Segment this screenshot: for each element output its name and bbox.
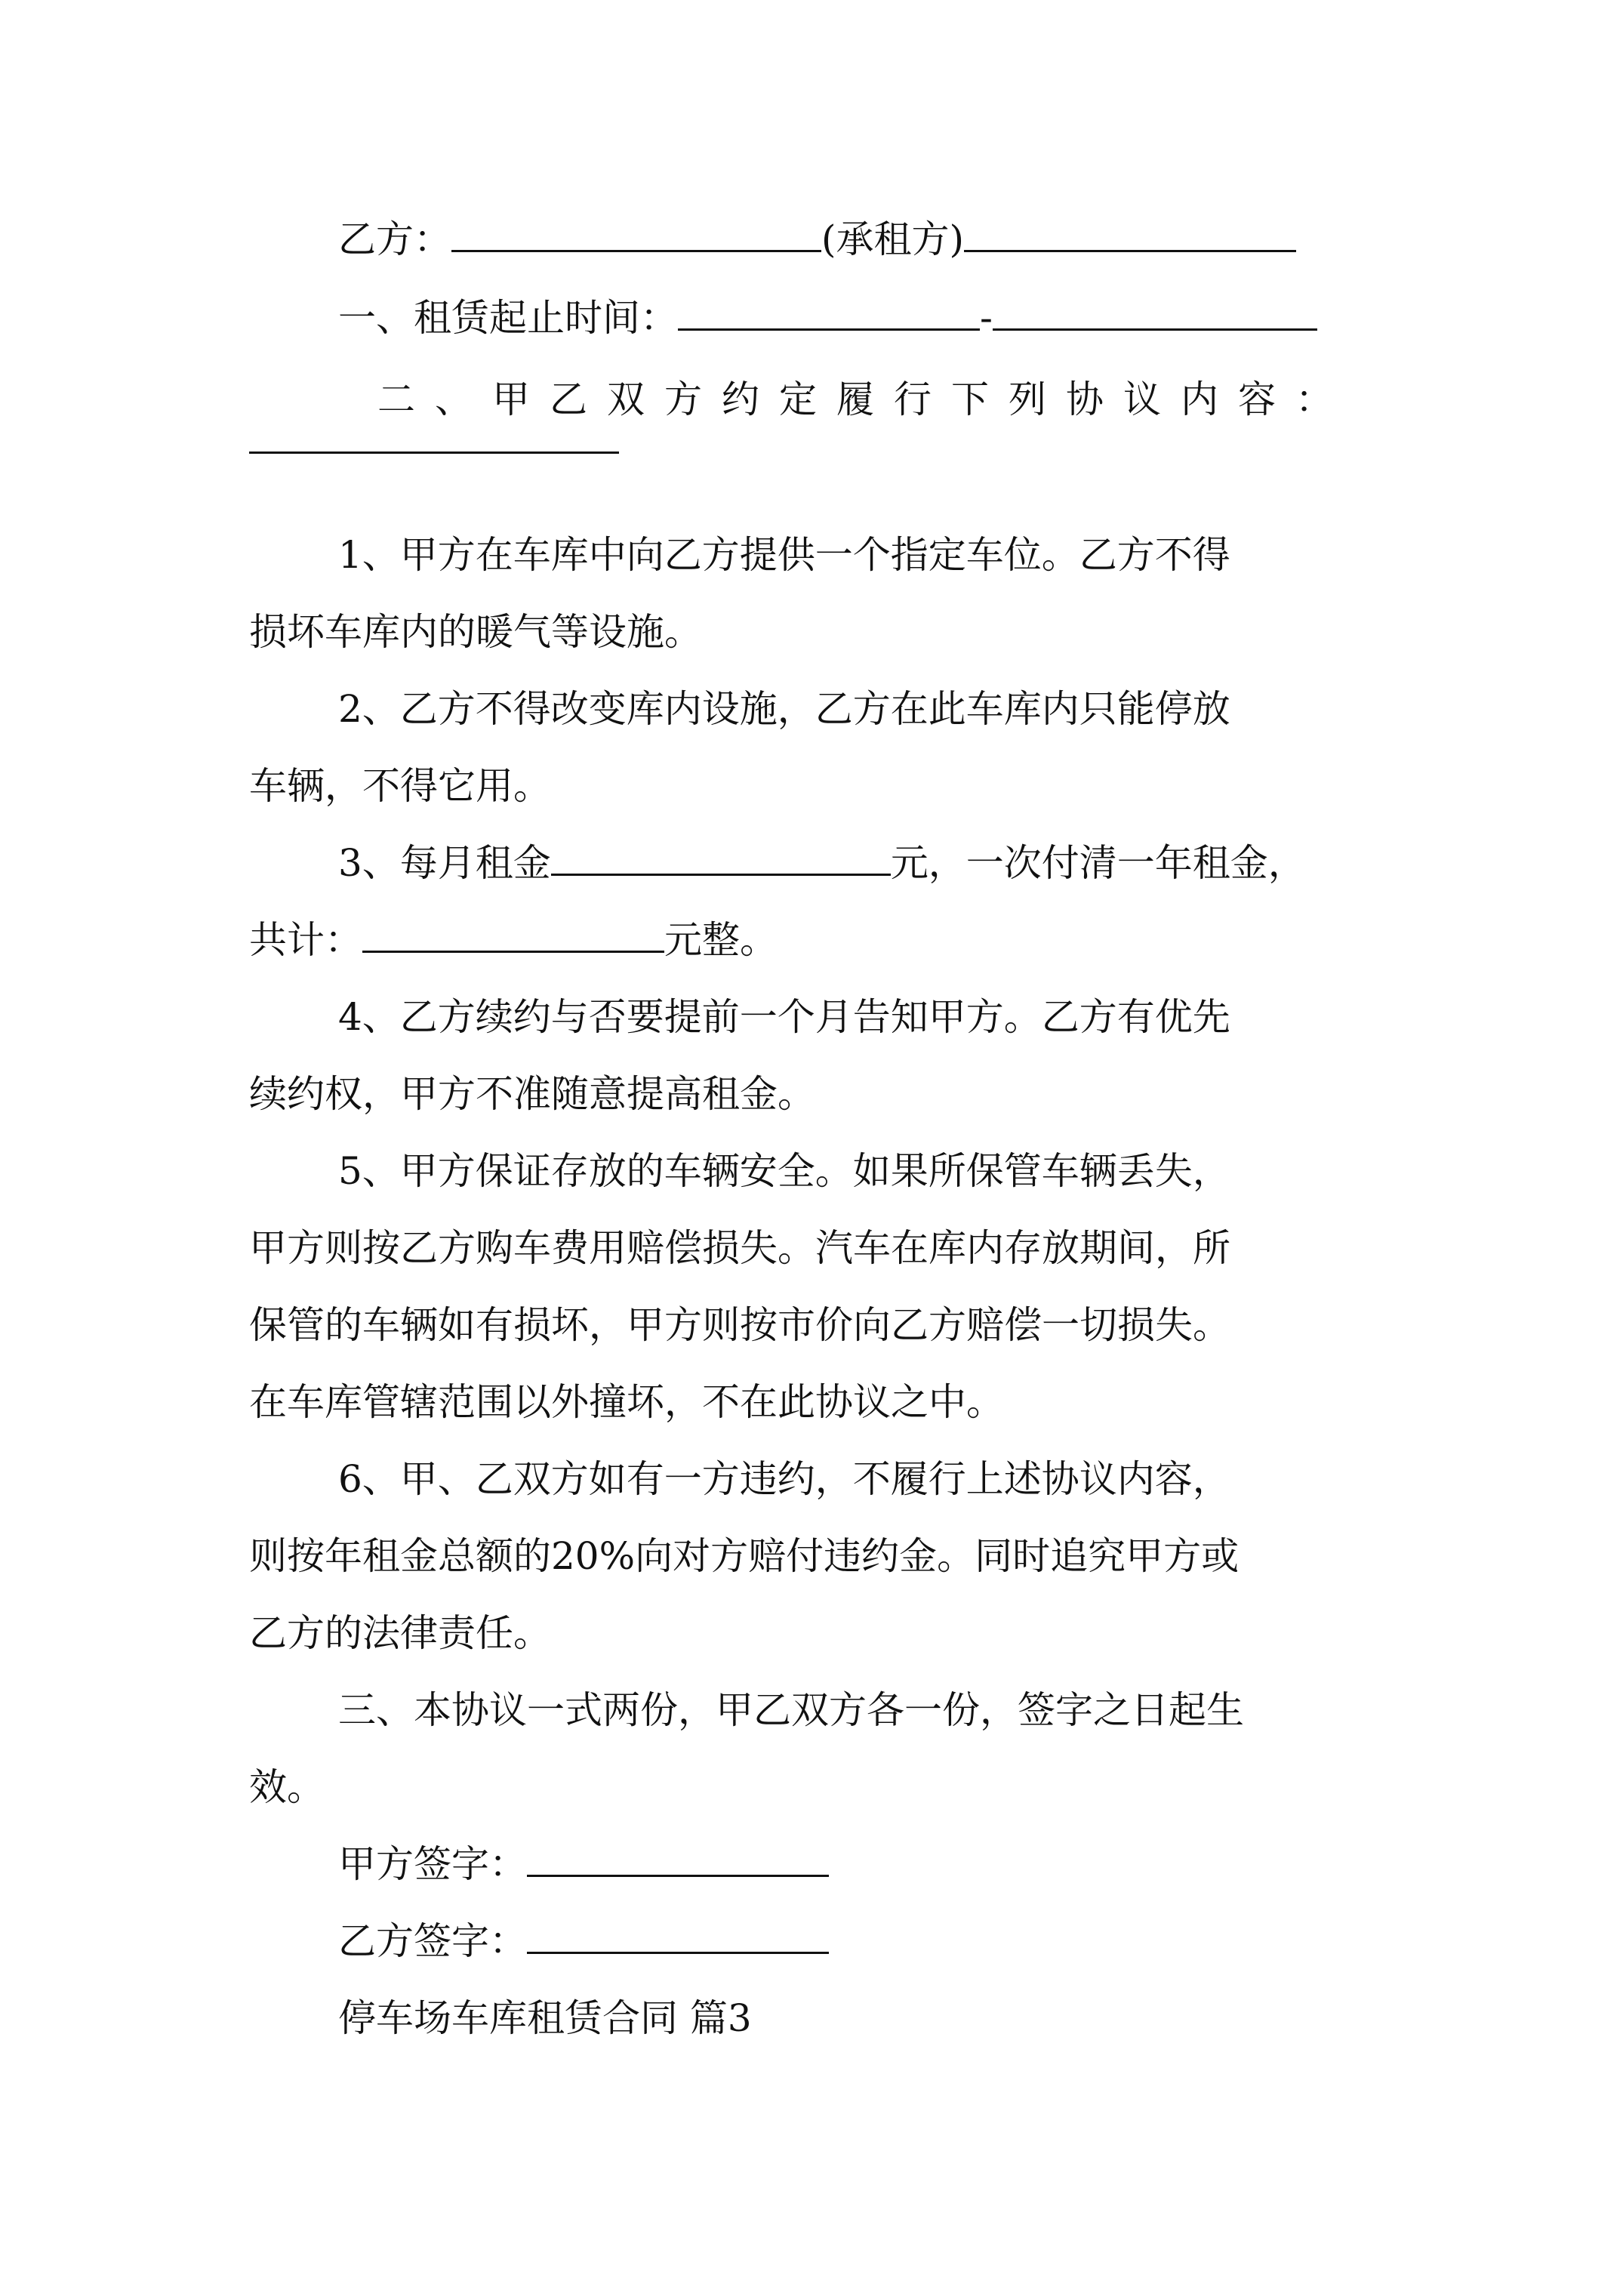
clause-5-line-1: 5、甲方保证存放的车辆安全。如果所保管车辆丢失， (338, 1149, 1230, 1193)
party-b-line (338, 205, 1471, 273)
clause-2-line-1: 2、乙方不得改变库内设施，乙方在此车库内只能停放 (338, 687, 1230, 731)
clause-3-total-suffix: 元整。 (664, 918, 778, 962)
lease-period-line (338, 284, 1471, 352)
lease-period-label: 一、租赁起止时间： (338, 296, 678, 340)
party-b-extra-blank (964, 206, 1296, 252)
lease-start-blank (678, 285, 980, 331)
clause-3-line-1 (338, 829, 1471, 897)
clause-1-line-2: 损坏车库内的暖气等设施。 (249, 610, 702, 654)
party-b-name-blank (451, 206, 821, 252)
clause-5-line-3: 保管的车辆如有损坏，甲方则按市价向乙方赔偿一切损失。 (249, 1303, 1230, 1347)
clause-5-line-2: 甲方则按乙方购车费用赔偿损失。汽车在库内存放期间，所 (249, 1226, 1230, 1270)
section-three-line-2: 效。 (249, 1765, 325, 1809)
lease-end-blank (993, 285, 1317, 331)
clause-3-total-label: 共计： (249, 918, 362, 962)
clause-6-line-3: 乙方的法律责任。 (249, 1611, 551, 1655)
clause-3-rent-label: 3、每月租金 (338, 841, 551, 885)
clause-4-line-1: 4、乙方续约与否要提前一个月告知甲方。乙方有优先 (338, 995, 1230, 1039)
clause-3-line-2 (249, 906, 1381, 974)
clause-4-line-2: 续约权，甲方不准随意提高租金。 (249, 1072, 815, 1116)
party-a-signature-blank (527, 1831, 829, 1877)
party-b-signature-label: 乙方签字： (338, 1919, 527, 1963)
party-b-label: 乙方： (338, 217, 451, 261)
clause-1-line-1: 1、甲方在车库中向乙方提供一个指定车位。乙方不得 (338, 533, 1230, 577)
clause-6-line-2: 则按年租金总额的20%向对方赔付违约金。同时追究甲方或 (249, 1534, 1240, 1578)
clause-6-line-1: 6、甲、乙双方如有一方违约，不履行上述协议内容， (338, 1457, 1230, 1501)
party-b-signature-line (338, 1907, 1471, 1975)
party-b-role: (承租方) (821, 217, 965, 261)
clause-3-rent-suffix: 元，一次付清一年租金， (890, 841, 1306, 885)
section-two-blank (249, 451, 619, 454)
party-b-signature-blank (527, 1908, 829, 1954)
lease-period-separator: - (980, 296, 993, 340)
total-rent-blank (362, 907, 664, 953)
party-a-signature-label: 甲方签字： (338, 1842, 527, 1886)
clause-5-line-4: 在车库管辖范围以外撞坏，不在此协议之中。 (249, 1380, 1004, 1424)
section-two-heading: 二、甲乙双方约定履行下列协议内容： (377, 378, 1353, 421)
footer-title: 停车场车库租赁合同 篇3 (338, 1996, 752, 2040)
monthly-rent-blank (551, 830, 891, 876)
party-a-signature-line (338, 1830, 1471, 1898)
clause-2-line-2: 车辆，不得它用。 (249, 764, 551, 808)
section-three-line-1: 三、本协议一式两份，甲乙双方各一份，签字之日起生 (338, 1688, 1244, 1732)
